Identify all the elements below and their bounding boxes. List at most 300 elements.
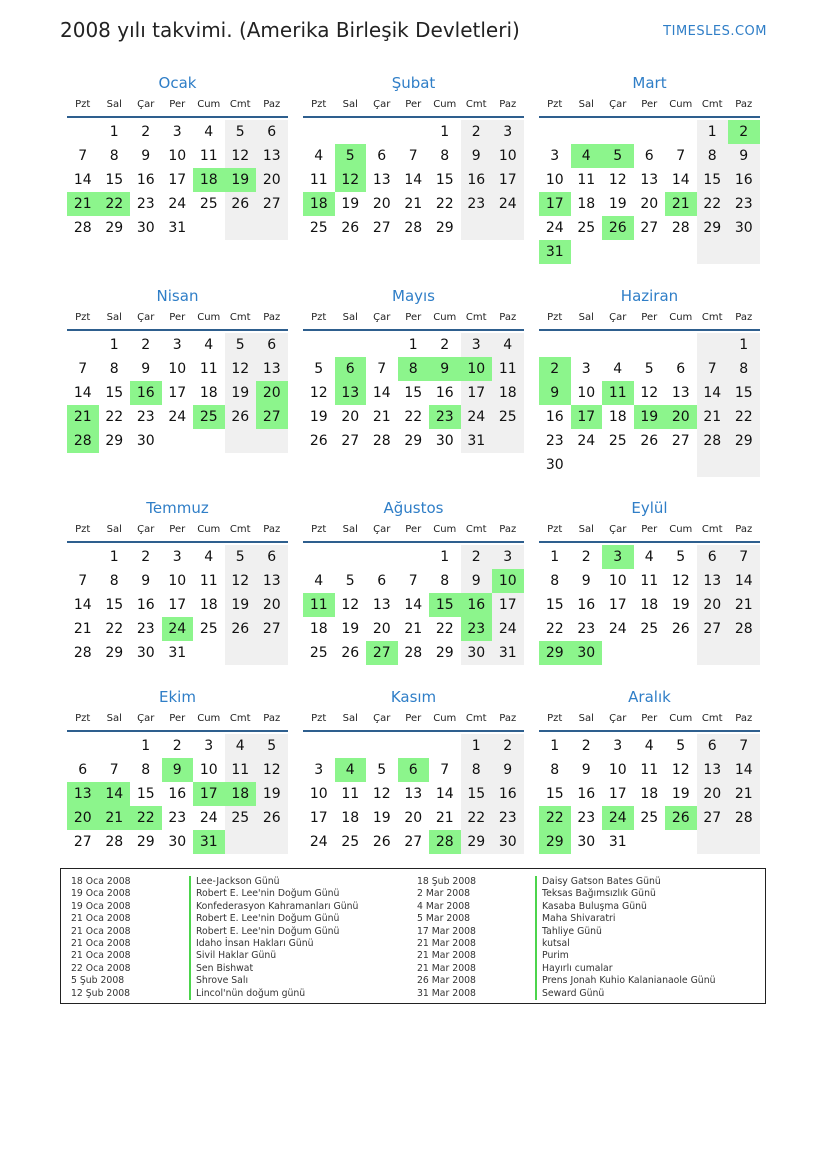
weekday-label: Paz [499,312,517,323]
holiday-day-cell: 19 [225,168,257,192]
holiday-day-cell: 19 [634,405,666,429]
empty-day-cell [602,240,634,264]
day-cell: 9 [141,573,151,589]
day-cell: 15 [105,385,124,401]
day-cell: 22 [105,409,124,425]
day-grid [67,734,288,854]
day-cell: 1 [440,549,450,565]
day-cell: 12 [671,573,690,589]
holiday-day-cell: 27 [256,405,288,429]
holiday-day-cell: 10 [461,357,493,381]
day-cell: 21 [73,621,92,637]
holiday-day-cell: 4 [571,144,603,168]
empty-day-cell [398,120,430,144]
empty-day-cell [67,333,99,357]
holiday-date: 18 Oca 2008 [71,876,131,887]
month-calendar [67,686,288,854]
empty-day-cell [256,429,288,453]
day-cell: 9 [728,144,760,168]
holiday-name: Robert E. Lee'nin Doğum Günü [189,913,339,925]
weekday-header [67,94,288,118]
holiday-day-cell: 18 [225,782,257,806]
weekday-label: Per [405,713,422,724]
holiday-row [71,938,358,950]
holiday-day-cell: 17 [539,192,571,216]
empty-day-cell [571,453,603,477]
day-cell: 11 [225,758,257,782]
holiday-row [417,975,715,987]
day-cell: 23 [136,196,155,212]
weekday-label: Pzt [547,312,563,323]
day-cell: 12 [341,597,360,613]
day-cell: 24 [545,220,564,236]
day-cell: 31 [461,429,493,453]
day-cell: 7 [377,361,387,377]
day-cell: 14 [404,597,423,613]
day-cell: 16 [577,786,596,802]
day-cell: 1 [550,549,560,565]
holiday-row [71,975,358,987]
empty-day-cell [162,429,194,453]
month-calendar [539,285,760,477]
day-cell: 6 [78,762,88,778]
weekday-label: Per [405,312,422,323]
day-cell: 15 [545,597,564,613]
day-cell: 8 [550,762,560,778]
weekday-label: Pzt [547,99,563,110]
holiday-date: 26 Mar 2008 [417,975,476,987]
empty-day-cell [256,830,288,854]
day-cell: 4 [613,361,623,377]
day-cell: 5 [676,549,686,565]
day-cell: 13 [640,172,659,188]
day-cell: 25 [225,806,257,830]
day-cell: 18 [608,409,627,425]
weekday-label: Pzt [75,99,91,110]
holiday-day-cell: 26 [665,806,697,830]
day-cell: 27 [697,806,729,830]
weekday-label: Paz [263,524,281,535]
weekday-header [539,307,760,331]
holiday-row [71,901,358,913]
day-cell: 16 [461,168,493,192]
day-cell: 25 [640,621,659,637]
day-cell: 6 [697,545,729,569]
month-name: Eylül [631,499,668,517]
empty-day-cell [366,545,398,569]
holiday-day-cell: 2 [728,120,760,144]
holiday-day-cell: 23 [429,405,461,429]
weekday-label: Çar [137,99,155,110]
holiday-date: 17 Mar 2008 [417,925,476,937]
day-cell: 23 [492,806,524,830]
day-cell: 1 [408,337,418,353]
day-grid [539,120,760,264]
empty-day-cell [366,120,398,144]
holiday-day-cell: 30 [571,641,603,665]
empty-day-cell [335,333,367,357]
holiday-day-cell: 9 [429,357,461,381]
day-cell: 3 [172,337,182,353]
holiday-name: Hayırlı cumalar [535,963,613,975]
day-cell: 6 [644,148,654,164]
weekday-label: Per [641,524,658,535]
holiday-day-cell: 5 [602,144,634,168]
day-cell: 19 [671,597,690,613]
day-cell: 26 [256,806,288,830]
day-cell: 12 [225,144,257,168]
day-cell: 16 [136,597,155,613]
weekday-label: Paz [263,99,281,110]
day-cell: 7 [728,545,760,569]
holiday-day-cell: 26 [602,216,634,240]
day-cell: 24 [199,810,218,826]
holiday-row [417,888,715,900]
day-cell: 19 [608,196,627,212]
day-cell: 30 [136,220,155,236]
empty-day-cell [697,641,729,665]
weekday-label: Paz [499,713,517,724]
day-cell: 11 [640,573,659,589]
empty-day-cell [539,333,571,357]
weekday-label: Cmt [229,524,251,535]
day-cell: 12 [309,385,328,401]
day-cell: 29 [461,830,493,854]
day-cell: 3 [581,361,591,377]
holiday-day-cell: 15 [429,593,461,617]
weekday-label: Cum [197,312,221,323]
empty-day-cell [335,734,367,758]
day-grid [303,734,524,854]
day-cell: 19 [671,786,690,802]
day-cell: 17 [309,810,328,826]
day-cell: 27 [256,617,288,641]
day-cell: 11 [492,357,524,381]
weekday-label: Çar [137,713,155,724]
day-cell: 17 [461,381,493,405]
day-cell: 8 [440,148,450,164]
empty-day-cell [67,734,99,758]
day-cell: 27 [697,617,729,641]
day-cell: 11 [309,172,328,188]
day-cell: 6 [377,573,387,589]
day-cell: 18 [309,621,328,637]
day-cell: 12 [225,357,257,381]
day-cell: 8 [550,573,560,589]
day-cell: 27 [341,433,360,449]
day-cell: 24 [168,196,187,212]
holiday-column-right [417,876,715,1000]
weekday-label: Paz [735,99,753,110]
weekday-label: Cmt [701,524,723,535]
day-cell: 22 [435,196,454,212]
day-cell: 10 [309,786,328,802]
weekday-label: Pzt [75,312,91,323]
weekday-label: Çar [609,99,627,110]
holiday-day-cell: 20 [67,806,99,830]
day-cell: 2 [461,545,493,569]
empty-day-cell [697,333,729,357]
weekday-label: Sal [578,99,594,110]
day-cell: 4 [204,549,214,565]
day-cell: 30 [435,433,454,449]
holiday-day-cell: 24 [602,806,634,830]
weekday-label: Per [169,312,186,323]
holiday-date: 21 Mar 2008 [417,950,476,962]
day-cell: 18 [199,597,218,613]
day-cell: 25 [640,810,659,826]
month-name: Şubat [391,74,436,92]
weekday-label: Pzt [311,312,327,323]
empty-day-cell [335,120,367,144]
holiday-date: 19 Oca 2008 [71,888,131,900]
day-cell: 19 [225,593,257,617]
day-cell: 16 [545,409,564,425]
day-cell: 27 [671,433,690,449]
weekday-label: Sal [342,524,358,535]
weekday-label: Pzt [547,524,563,535]
day-cell: 7 [408,573,418,589]
holiday-day-cell: 29 [539,641,571,665]
day-cell: 20 [256,168,288,192]
day-cell: 3 [172,124,182,140]
empty-day-cell [335,545,367,569]
holiday-date: 21 Mar 2008 [417,962,476,974]
empty-day-cell [429,734,461,758]
month-calendar [539,497,760,665]
holiday-day-cell: 4 [335,758,367,782]
day-cell: 26 [225,405,257,429]
empty-day-cell [366,734,398,758]
month-name: Ağustos [383,499,444,517]
holiday-day-cell: 17 [193,782,225,806]
day-cell: 29 [136,834,155,850]
empty-day-cell [665,453,697,477]
day-cell: 20 [404,810,423,826]
day-cell: 7 [408,148,418,164]
day-cell: 4 [314,148,324,164]
day-cell: 15 [435,172,454,188]
day-cell: 20 [640,196,659,212]
day-cell: 25 [341,834,360,850]
day-cell: 23 [136,621,155,637]
day-cell: 7 [676,148,686,164]
day-cell: 19 [256,782,288,806]
empty-day-cell [99,734,131,758]
day-cell: 24 [461,405,493,429]
holiday-day-cell: 11 [602,381,634,405]
day-grid [67,333,288,453]
weekday-header [67,708,288,732]
day-cell: 26 [671,621,690,637]
weekday-header [539,708,760,732]
holiday-day-cell: 9 [162,758,194,782]
empty-day-cell [634,333,666,357]
empty-day-cell [697,830,729,854]
day-cell: 5 [345,573,355,589]
day-cell: 4 [314,573,324,589]
day-cell: 2 [440,337,450,353]
weekday-label: Per [169,713,186,724]
day-cell: 24 [608,621,627,637]
empty-day-cell [602,333,634,357]
day-cell: 1 [109,337,119,353]
empty-day-cell [665,240,697,264]
weekday-label: Pzt [75,713,91,724]
day-cell: 21 [728,782,760,806]
holiday-day-cell: 18 [193,168,225,192]
day-cell: 14 [73,385,92,401]
weekday-label: Cum [433,524,457,535]
day-cell: 9 [461,144,493,168]
weekday-label: Per [405,524,422,535]
empty-day-cell [728,453,760,477]
day-cell: 14 [73,597,92,613]
day-cell: 14 [671,172,690,188]
day-cell: 6 [676,361,686,377]
day-cell: 13 [256,357,288,381]
weekday-label: Pzt [311,99,327,110]
weekday-label: Sal [342,312,358,323]
empty-day-cell [634,120,666,144]
weekday-label: Çar [373,524,391,535]
day-cell: 1 [461,734,493,758]
day-cell: 18 [199,385,218,401]
holiday-day-cell: 9 [539,381,571,405]
day-cell: 21 [404,196,423,212]
weekday-label: Cmt [465,713,487,724]
holiday-row [71,950,358,962]
month-name: Mart [632,74,667,92]
holiday-day-cell: 22 [99,192,131,216]
holiday-day-cell: 21 [99,806,131,830]
day-cell: 30 [168,834,187,850]
day-cell: 26 [640,433,659,449]
day-cell: 8 [697,144,729,168]
month-calendar [67,72,288,240]
weekday-label: Sal [578,524,594,535]
day-cell: 19 [309,409,328,425]
day-cell: 21 [435,810,454,826]
day-cell: 26 [372,834,391,850]
holiday-day-cell: 11 [303,593,335,617]
day-cell: 3 [461,333,493,357]
day-cell: 2 [141,124,151,140]
day-cell: 17 [608,597,627,613]
day-cell: 26 [225,617,257,641]
day-cell: 29 [728,429,760,453]
weekday-label: Pzt [311,524,327,535]
day-cell: 2 [581,738,591,754]
holiday-name: Lee-Jackson Günü [189,876,280,888]
holiday-day-cell: 16 [461,593,493,617]
day-cell: 8 [440,573,450,589]
day-cell: 9 [461,569,493,593]
empty-day-cell [256,641,288,665]
day-cell: 12 [671,762,690,778]
empty-day-cell [634,240,666,264]
holiday-name: Teksas Bağımsızlık Günü [535,888,656,900]
day-cell: 28 [728,806,760,830]
day-cell: 28 [671,220,690,236]
holiday-row [71,926,358,938]
holiday-row [417,938,715,950]
day-cell: 19 [372,810,391,826]
weekday-label: Cmt [229,99,251,110]
day-cell: 1 [550,738,560,754]
day-cell: 25 [608,433,627,449]
day-cell: 1 [697,120,729,144]
weekday-label: Cum [197,713,221,724]
holiday-row [71,963,358,975]
empty-day-cell [571,240,603,264]
day-cell: 28 [404,220,423,236]
weekday-header [303,307,524,331]
day-cell: 7 [728,734,760,758]
weekday-label: Cmt [465,99,487,110]
day-cell: 16 [728,168,760,192]
holiday-date: 22 Oca 2008 [71,962,131,974]
day-cell: 7 [78,573,88,589]
holiday-day-cell: 29 [539,830,571,854]
day-cell: 28 [73,645,92,661]
weekday-label: Paz [735,312,753,323]
day-cell: 11 [199,573,218,589]
weekday-label: Pzt [547,713,563,724]
day-cell: 29 [435,220,454,236]
empty-day-cell [303,545,335,569]
day-cell: 15 [545,786,564,802]
day-cell: 22 [545,621,564,637]
day-cell: 7 [109,762,119,778]
day-cell: 30 [492,830,524,854]
weekday-label: Çar [609,312,627,323]
holiday-date: 4 Mar 2008 [417,900,471,912]
weekday-label: Sal [342,99,358,110]
holiday-name: Kasaba Buluşma Günü [535,901,647,913]
day-cell: 2 [461,120,493,144]
day-cell: 16 [492,782,524,806]
month-name: Nisan [156,287,199,305]
day-cell: 18 [341,810,360,826]
empty-day-cell [303,734,335,758]
weekday-label: Cmt [701,713,723,724]
day-cell: 22 [105,621,124,637]
empty-day-cell [461,216,493,240]
day-cell: 26 [341,220,360,236]
day-cell: 6 [377,148,387,164]
month-name: Ekim [159,688,196,706]
holiday-name: Daisy Gatson Bates Günü [535,876,661,888]
day-cell: 31 [492,641,524,665]
month-name: Temmuz [146,499,209,517]
empty-day-cell [665,120,697,144]
day-cell: 5 [225,333,257,357]
weekday-label: Çar [137,524,155,535]
month-calendar [539,72,760,264]
holiday-day-cell: 13 [335,381,367,405]
holiday-date: 21 Mar 2008 [417,937,476,949]
holiday-row [417,950,715,962]
day-cell: 4 [204,124,214,140]
day-cell: 29 [697,216,729,240]
day-cell: 12 [608,172,627,188]
day-cell: 15 [136,786,155,802]
day-cell: 13 [372,172,391,188]
holiday-date: 21 Oca 2008 [71,913,131,925]
brand-link[interactable]: TIMESLES.COM [663,24,767,39]
holiday-name: kutsal [535,938,570,950]
